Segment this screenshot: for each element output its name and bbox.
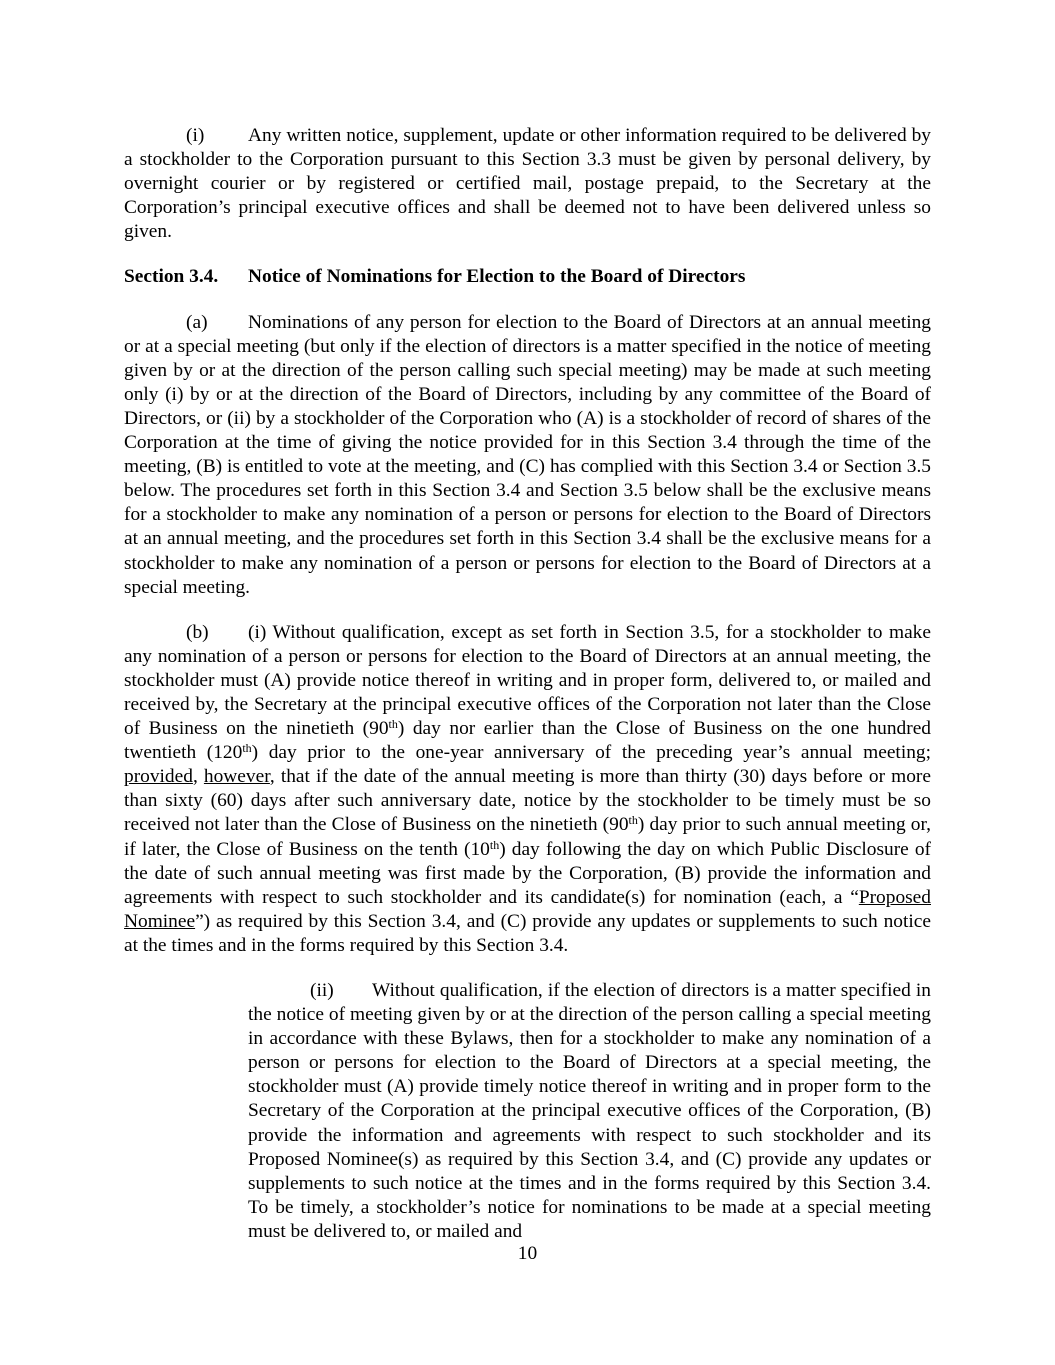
paragraph-a: [124, 311, 931, 600]
text-segment: ,: [192, 766, 204, 788]
paragraph-label: (ii): [310, 980, 334, 1001]
paragraph-text: Nominations of any person for election to the Board of Directors at an annual meeting or at a special meeting (but only if the election of directors is a matter specified in the notice of meeting given by or at the direction of the person calling such special meeting) may be made at such meeting only (i) by or at the direction of the Board of Directors, including by any committee of the Board of Directors, or (ii) by a stockholder of the Corporation who (A) is a stockholder of record of shares of the Corporation at the time of giving the notice provided for in this Section 3.4 through the time of the meeting, (B) is entitled to vote at the meeting, and (C) has complied with this Section 3.4 or Section 3.5 below. The procedures set forth in this Section 3.4 and Section 3.5 below shall be the exclusive means for a stockholder to make any nomination of a person or persons for election to the Board of Directors at an annual meeting, and the procedures set forth in this Section 3.4 shall be the exclusive means for a stockholder to make any nomination of a person or persons for election to the Board of Directors at a special meeting.: [124, 311, 931, 598]
paragraph-text: Any written notice, supplement, update or other information required to be delivered by a stockholder to the Corporation pursuant to this Section 3.3 must be given by personal delivery, by overnight courier or by registered or certified mail, postage prepaid, to the Secretary at the Corporation’s principal executive offices and shall be deemed not to have been delivered unless so given.: [124, 125, 931, 243]
section-heading: [124, 265, 931, 289]
text-segment: ) day prior to the one-year anniversary of the preceding year’s annual meeting;: [251, 742, 931, 764]
paragraph-i: [124, 124, 931, 244]
section-number: Section 3.4.: [124, 266, 219, 288]
page-number: 10: [517, 1243, 538, 1264]
defined-term-provided: provided: [124, 766, 193, 788]
paragraph-b: [124, 621, 931, 958]
text-segment: ) day following the day on which Public Disclosure of the date of such annual meeting was first made by the Corporation, (B) provide the information and agreements with respect to such stockholder and its candidate(s) for nomination (each, a “: [124, 838, 931, 908]
superscript: th: [489, 837, 500, 852]
section-title: Notice of Nominations for Election to the Board of Directors: [248, 266, 746, 288]
paragraph-ii: [248, 979, 931, 1244]
paragraph-text: Without qualification, if the election of directors is a matter specified in the notice of meeting given by or at the direction of the person calling a special meeting in accordance with these Bylaws, then for a stockholder to make any nomination of a person or persons for election to the Board of Directors at a special meeting, the stockholder must (A) provide timely notice thereof in writing and in proper form to the Secretary of the Corporation at the principal executive offices of the Corporation, (B) provide the information and agreements with respect to such stockholder and its Proposed Nominee(s) as required by this Section 3.4, and (C) provide any updates or supplements to such notice at the times and in the forms required by this Section 3.4. To be timely, a stockholder’s notice for nominations to be made at a special meeting must be delivered to, or mailed and: [248, 980, 931, 1242]
paragraph-label: (b): [186, 621, 209, 643]
defined-term-proposed-nominee: Proposed Nominee: [124, 886, 931, 932]
text-segment: ”) as required by this Section 3.4, and (C) provide any updates or supplements to such notice at the times and in the forms required by this Section 3.4.: [124, 910, 931, 956]
document-page: [124, 124, 931, 1244]
superscript: th: [242, 741, 252, 756]
text-segment: , that if the date of the annual meeting is more than thirty (30) days before or more than sixty (60) days after such anniversary date, notice by the stockholder to be timely must be so received not later than the Close of Business on the ninetieth (90: [124, 766, 932, 836]
text-segment: ) day nor earlier than the Close of Business on the one hundred twentieth (120: [124, 718, 931, 764]
text-segment: (i) Without qualification, except as set forth in Section 3.5, for a stockholder to make any nomination of a person or persons for election to the Board of Directors at an annual meeting, the stockholder must (A) provide notice thereof in writing and in proper form, delivered to, or mailed and received by, the Secretary at the principal executive offices of the Corporation not later than the Close of Business on the ninetieth (90: [124, 621, 931, 740]
paragraph-label: (a): [186, 311, 208, 333]
text-segment: ) day prior to such annual meeting or, if later, the Close of Business on the tenth (10: [124, 814, 932, 860]
superscript: th: [388, 717, 398, 732]
paragraph-label: (i): [186, 125, 205, 146]
defined-term-however: however: [203, 766, 270, 788]
superscript: th: [628, 813, 638, 828]
